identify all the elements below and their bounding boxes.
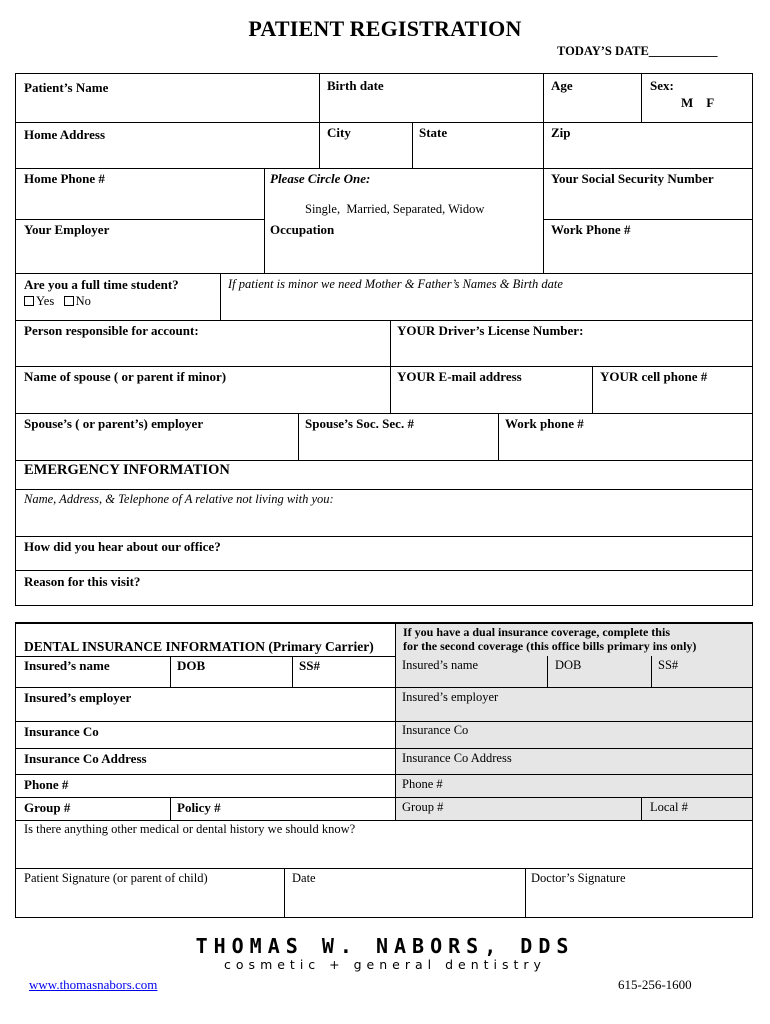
- insured-name-label: Insured’s name: [24, 658, 110, 673]
- practice-tagline: cosmetic + general dentistry: [224, 957, 546, 972]
- dual-coverage-note-2: for the second coverage (this office bills primary ins only): [403, 639, 697, 653]
- ssn-label: Your Social Security Number: [551, 171, 714, 186]
- patient-signature-label: Patient Signature (or parent of child): [24, 871, 208, 885]
- policy-label: Policy #: [177, 800, 221, 815]
- insured-dob-label: DOB: [177, 658, 206, 673]
- doctor-signature-label: Doctor’s Signature: [531, 871, 626, 885]
- emergency-heading: EMERGENCY INFORMATION: [24, 462, 230, 478]
- secondary-insurance-phone-label: Phone #: [402, 777, 443, 791]
- history-question: Is there anything other medical or dental history we should know?: [24, 822, 356, 836]
- no-label: No: [75, 294, 91, 308]
- spouse-ssn-label: Spouse’s Soc. Sec. #: [305, 416, 414, 431]
- insurance-co-label: Insurance Co: [24, 724, 99, 739]
- drivers-license-label: YOUR Driver’s License Number:: [397, 323, 584, 338]
- secondary-ss-label: SS#: [658, 658, 679, 672]
- patient-info-section: [15, 73, 753, 606]
- secondary-insured-name-label: Insured’s name: [402, 658, 479, 672]
- email-label: YOUR E-mail address: [397, 369, 522, 384]
- home-phone-label: Home Phone #: [24, 171, 105, 186]
- employer-label: Your Employer: [24, 222, 110, 237]
- please-circle-label: Please Circle One:: [270, 171, 371, 186]
- home-address-label: Home Address: [24, 127, 106, 142]
- group-label: Group #: [24, 800, 71, 815]
- student-question-label: Are you a full time student?: [24, 277, 179, 292]
- secondary-insurance-co-label: Insurance Co: [402, 723, 469, 737]
- reason-label: Reason for this visit?: [24, 574, 141, 589]
- work-phone-label: Work Phone #: [551, 222, 631, 237]
- minor-note: If patient is minor we need Mother & Father’s Names & Birth date: [228, 277, 563, 291]
- insurance-co-address-label: Insurance Co Address: [24, 751, 147, 766]
- yes-checkbox[interactable]: [24, 296, 34, 306]
- insurance-heading: DENTAL INSURANCE INFORMATION (Primary Carrier): [24, 639, 374, 654]
- yes-label: Yes: [36, 294, 55, 308]
- hear-about-label: How did you hear about our office?: [24, 539, 221, 554]
- state-label: State: [419, 125, 448, 140]
- spouse-work-phone-label: Work phone #: [505, 416, 584, 431]
- marital-status-options[interactable]: Single, Married, Separated, Widow: [305, 202, 485, 216]
- spouse-name-label: Name of spouse ( or parent if minor): [24, 369, 227, 384]
- city-label: City: [327, 125, 351, 140]
- spouse-employer-label: Spouse’s ( or parent’s) employer: [24, 416, 204, 431]
- page-title: PATIENT REGISTRATION: [248, 16, 522, 41]
- insured-employer-label: Insured’s employer: [24, 690, 132, 705]
- insured-ss-label: SS#: [299, 658, 320, 673]
- insurance-phone-label: Phone #: [24, 777, 69, 792]
- todays-date-field[interactable]: TODAY’S DATE___________: [557, 44, 718, 58]
- responsible-party-label: Person responsible for account:: [24, 323, 199, 338]
- zip-label: Zip: [551, 125, 571, 140]
- no-checkbox[interactable]: [64, 296, 74, 306]
- local-label: Local #: [650, 800, 688, 814]
- emergency-relative-label: Name, Address, & Telephone of A relative not living with you:: [24, 492, 334, 506]
- sex-options[interactable]: M F: [681, 95, 715, 110]
- age-label: Age: [551, 78, 573, 93]
- office-phone: 615-256-1600: [618, 977, 692, 992]
- practice-name-logo: THOMAS W. NABORS, DDS: [195, 934, 575, 958]
- cell-phone-label: YOUR cell phone #: [600, 369, 708, 384]
- birth-date-label: Birth date: [327, 78, 384, 93]
- secondary-insurance-co-address-label: Insurance Co Address: [402, 751, 512, 765]
- occupation-label: Occupation: [270, 222, 335, 237]
- sex-label: Sex:: [650, 78, 674, 93]
- secondary-dob-label: DOB: [555, 658, 582, 672]
- signature-date-label: Date: [292, 871, 316, 885]
- patient-name-label: Patient’s Name: [24, 80, 109, 95]
- secondary-insured-employer-label: Insured’s employer: [402, 690, 499, 704]
- secondary-group-label: Group #: [402, 800, 444, 814]
- dual-coverage-note-1: If you have a dual insurance coverage, complete this: [403, 625, 670, 639]
- student-options: [24, 294, 91, 309]
- website-link[interactable]: www.thomasnabors.com: [29, 977, 158, 992]
